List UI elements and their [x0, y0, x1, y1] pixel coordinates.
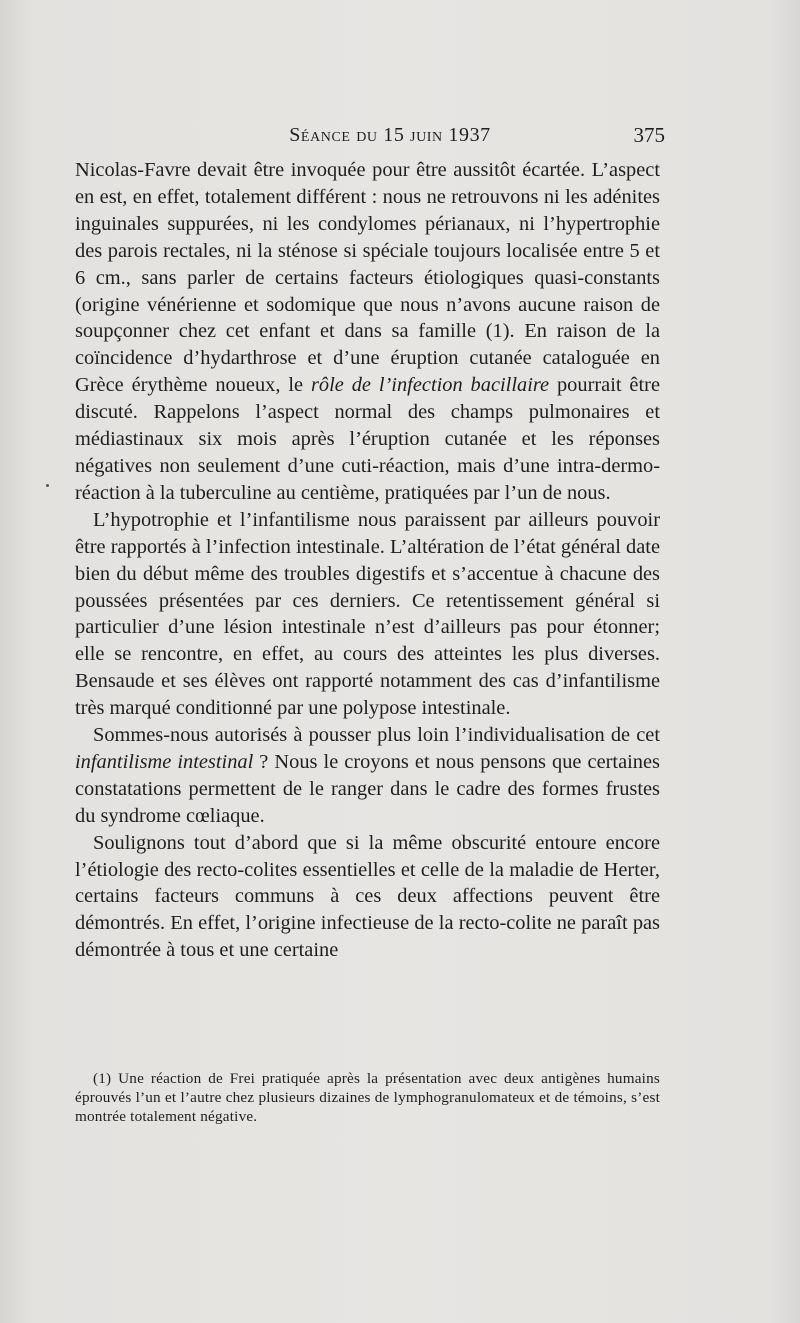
running-title-year: 1937 — [448, 124, 491, 146]
footnote-text: (1) Une réaction de Frei pratiquée après la présentation avec deux antigènes humains éprouvés l’un et l’autre chez plusieurs dizaines de lymphogranulomateux et de témoins, s’est montrée totalement négative. — [75, 1070, 660, 1125]
running-title-day: 15 — [383, 124, 405, 146]
paragraph-3 — [75, 722, 660, 830]
paragraph-3-start: Sommes-nous autorisés à pousser plus loin l’individualisation de cet — [93, 724, 660, 747]
body-text — [75, 157, 660, 964]
running-title-session: Séance du — [289, 124, 378, 146]
scan-speck — [46, 484, 49, 487]
running-title — [75, 121, 665, 149]
paragraph-4: Soulignons tout d’abord que si la même obscurité entoure encore l’étiologie des recto-colites essentielles et celle de la maladie de Herter, certains facteurs communs à ces deux affections peuvent être démontrés. En effet, l’origine infectieuse de la recto-colite ne paraît pas démontrée à tous et une certaine — [75, 831, 660, 962]
paragraph-1-emphasis: rôle de l’infection bacillaire — [310, 374, 550, 397]
paragraph-2: L’hypotrophie et l’infantilisme nous paraissent par ailleurs pouvoir être rapportés à l’infection intestinale. L’altération de l’état général date bien du début même des troubles digestifs et s’accentue à chacune des poussées présentées par ces derniers. Ce retentissement général si particulier d’une lésion intestinale n’est d’ailleurs pas pour étonner; elle se rencontre, en effet, au cours des atteintes les plus diverses. Bensaude et ses élèves ont rapporté notamment des cas d’infantilisme très marqué conditionné par une polypose intestinale. — [75, 508, 660, 720]
paragraph-3-emphasis: infantilisme intestinal — [75, 750, 254, 773]
footnote — [75, 1069, 660, 1126]
paragraph-1-end: pourrait être discuté. Rappelons l’aspect normal des champs pulmonaires et médiastinaux six mois après l’éruption cutanée et les réponses négatives non seulement d’une cuti-réaction, mais d’une intra-dermo-réaction à la tuberculine au centième, pratiquées par l’un de nous. — [75, 374, 660, 504]
running-header — [75, 121, 665, 149]
paragraph-3-end: ? Nous le croyons et nous pensons que certaines constatations permettent de le ranger dans le cadre des formes frustes du syndrome cœliaque. — [75, 750, 660, 827]
paragraph-1 — [75, 157, 660, 507]
paragraph-1-start: Nicolas-Favre devait être invoquée pour être aussitôt écartée. L’aspect en est, en effet, totalement différent : nous ne retrouvons ni les adénites inguinales suppurées, ni les condylomes périanaux, ni l’hypertrophie des parois rectales, ni la sténose si spéciale toujours localisée entre 5 et 6 cm., sans parler de certains facteurs étiologiques quasi-constants (origine vénérienne et sodomique que nous n’avons aucune raison de soupçonner chez cet enfant et dans sa famille (1). En raison de la coïncidence d’hydarthrose et d’une éruption cutanée cataloguée en Grèce érythème noueux, le — [75, 159, 660, 397]
running-title-month: juin — [410, 124, 443, 146]
page-number: 375 — [633, 123, 665, 147]
